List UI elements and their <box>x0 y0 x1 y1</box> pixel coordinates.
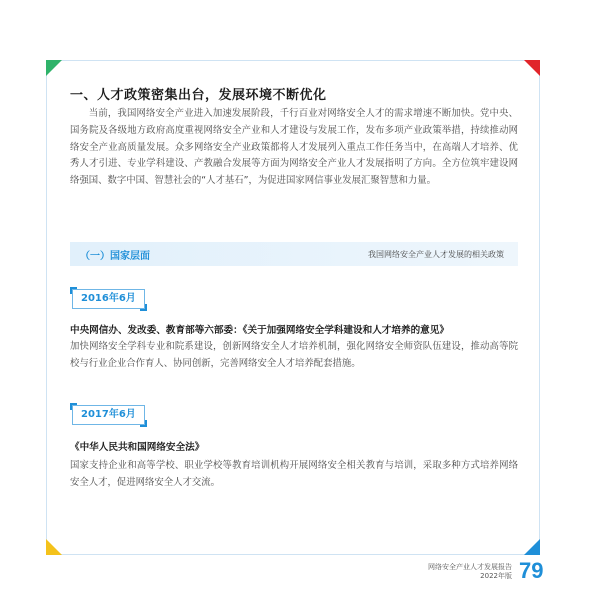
entry-date-badge: 2017年6月 <box>72 405 145 425</box>
entry-date-badge: 2016年6月 <box>72 289 145 309</box>
corner-blue-triangle <box>524 539 540 555</box>
subsection-band <box>70 242 518 266</box>
section-title: 一、人才政策密集出台，发展环境不断优化 <box>70 88 327 103</box>
entry-title: 中央网信办、发改委、教育部等六部委：《关于加强网络安全学科建设和人才培养的意见》 <box>70 325 449 336</box>
corner-yellow-triangle <box>46 539 62 555</box>
entry-body: 加快网络安全学科专业和院系建设，创新网络安全人才培养机制，强化网络安全师资队伍建设，推动高等院校与行业企业合作育人、协同创新，完善网络安全人才培养配套措施。 <box>70 341 518 369</box>
section-intro-paragraph: 当前，我国网络安全产业进入加速发展阶段，千行百业对网络安全人才的需求增速不断加快。党中央、国务院及各级地方政府高度重视网络安全产业和人才建设与发展工作，发布多项产业政策举措，持续推动网络安全产业高质量发展。众多网络安全产业政策都将人才发展列入重点工作任务当中，在高端人才培养、优秀人才引进、专业学科建设、产教融合发展等方面为网络安全产业人才发展指明了方向。全方位筑牢建设网络强国、数字中国、智慧社会的“人才基石”，为促进国家网信事业发展汇聚智慧和力量。 <box>70 108 518 187</box>
subsection-caption: 我国网络安全产业人才发展的相关政策 <box>368 250 504 259</box>
footer-report-title: 网络安全产业人才发展报告 <box>428 563 512 571</box>
corner-red-triangle <box>524 60 540 76</box>
footer-report-label <box>428 563 512 581</box>
page-number: 79 <box>519 558 544 583</box>
entry-title: 《中华人民共和国网络安全法》 <box>70 442 205 453</box>
corner-green-triangle <box>46 60 62 76</box>
subsection-heading: （一）国家层面 <box>80 251 150 262</box>
footer-edition: 2022年版 <box>480 572 512 580</box>
entry-body: 国家支持企业和高等学校、职业学校等教育培训机构开展网络安全相关教育与培训，采取多种方式培养网络安全人才，促进网络安全人才交流。 <box>70 460 518 488</box>
